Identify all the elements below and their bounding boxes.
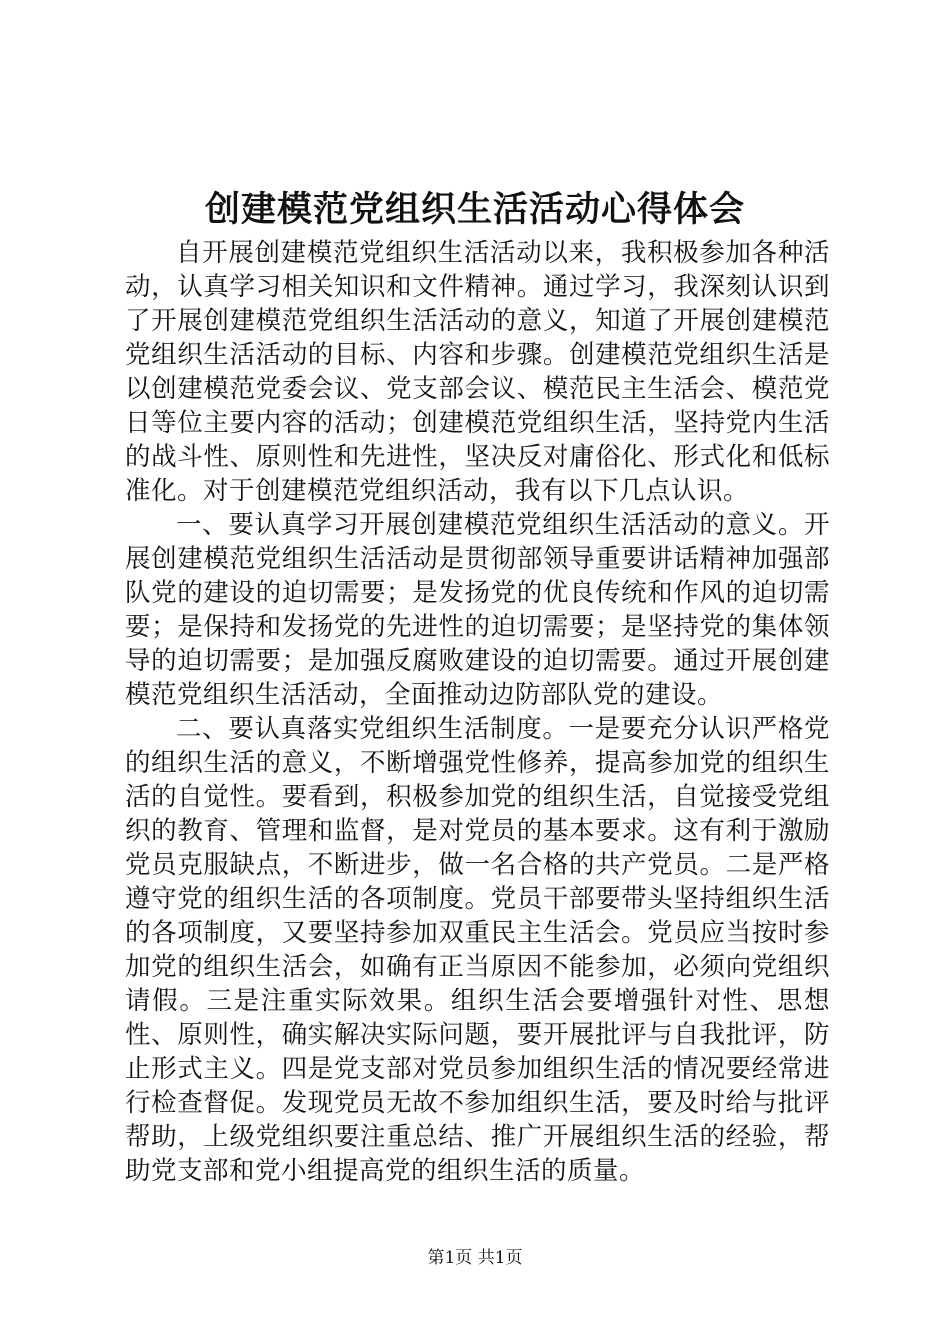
document-title: 创建模范党组织生活活动心得体会 <box>204 189 745 230</box>
page-footer: 第1页 共1页 <box>427 1248 523 1268</box>
paragraph-point-one: 一、要认真学习开展创建模范党组织生活活动的意义。开展创建模范党组织生活活动是贯彻部领导重要讲话精神加强部队党的建设的迫切需要；是发扬党的优良传统和作风的迫切需要；是保持和发扬党的先进性的迫切需要；是坚持党的集体领导的迫切需要；是加强反腐败建设的迫切需要。通过开展创建模范党组织生活活动，全面推动边防部队党的建设。 <box>125 510 830 710</box>
paragraph-intro: 自开展创建模范党组织生活活动以来，我积极参加各种活动，认真学习相关知识和文件精神。通过学习，我深刻认识到了开展创建模范党组织生活活动的意义，知道了开展创建模范党组织生活活动的目标、内容和步骤。创建模范党组织生活是以创建模范党委会议、党支部会议、模范民主生活会、模范党日等位主要内容的活动；创建模范党组织生活，坚持党内生活的战斗性、原则性和先进性，坚决反对庸俗化、形式化和低标准化。对于创建模范党组织活动，我有以下几点认识。 <box>125 238 830 506</box>
document-body <box>125 236 830 1188</box>
paragraph-point-two: 二、要认真落实党组织生活制度。一是要充分认识严格党的组织生活的意义，不断增强党性修养，提高参加党的组织生活的自觉性。要看到，积极参加党的组织生活，自觉接受党组织的教育、管理和监督，是对党员的基本要求。这有利于激励党员克服缺点，不断进步，做一名合格的共产党员。二是严格遵守党的组织生活的各项制度。党员干部要带头坚持组织生活的各项制度，又要坚持参加双重民主生活会。党员应当按时参加党的组织生活会，如确有正当原因不能参加，必须向党组织请假。三是注重实际效果。组织生活会要增强针对性、思想性、原则性，确实解决实际问题，要开展批评与自我批评，防止形式主义。四是党支部对党员参加组织生活的情况要经常进行检查督促。发现党员无故不参加组织生活，要及时给与批评帮助，上级党组织要注重总结、推广开展组织生活的经验，帮助党支部和党小组提高党的组织生活的质量。 <box>125 714 830 1186</box>
